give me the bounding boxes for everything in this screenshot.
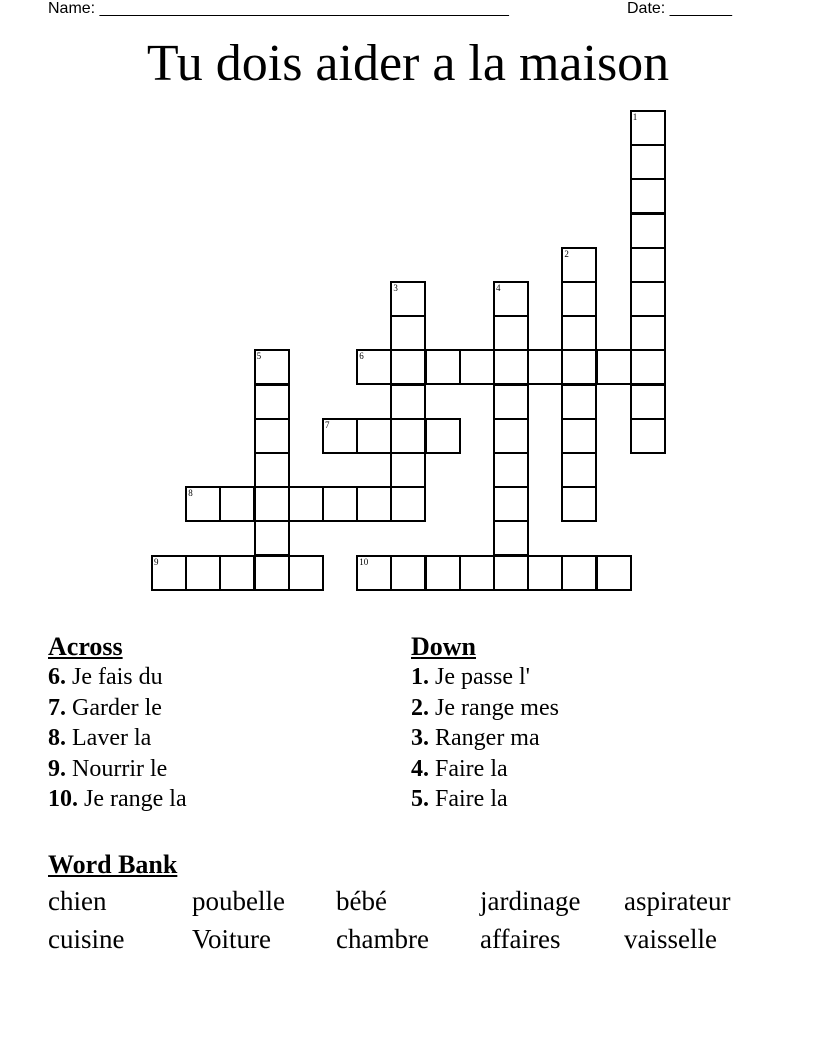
grid-cell[interactable] bbox=[493, 281, 529, 317]
word-bank-word: bébé bbox=[336, 886, 387, 916]
clue-number: 7. bbox=[48, 694, 66, 721]
grid-cell[interactable] bbox=[322, 418, 358, 454]
clue-number: 1. bbox=[411, 664, 429, 690]
clue-text: Faire la bbox=[435, 755, 508, 782]
grid-cell[interactable] bbox=[219, 555, 255, 591]
clue-text: Faire la bbox=[435, 786, 508, 812]
grid-cell[interactable] bbox=[254, 452, 290, 488]
grid-cell[interactable] bbox=[254, 486, 290, 522]
grid-cell[interactable] bbox=[254, 520, 290, 556]
down-heading: Down bbox=[411, 632, 477, 661]
clue-across-9 bbox=[48, 754, 187, 785]
grid-cell[interactable] bbox=[630, 213, 666, 249]
clue-number: 2. bbox=[411, 694, 429, 721]
grid-cell[interactable] bbox=[561, 281, 597, 317]
grid-cell[interactable] bbox=[390, 555, 426, 591]
clue-down-1 bbox=[411, 662, 559, 693]
grid-cell[interactable] bbox=[390, 281, 426, 317]
grid-cell[interactable] bbox=[561, 555, 597, 591]
grid-cell[interactable] bbox=[493, 555, 529, 591]
name-field-label: Name: ______________________________________________ bbox=[48, 0, 509, 17]
grid-cell[interactable] bbox=[425, 349, 461, 385]
grid-cell[interactable] bbox=[493, 418, 529, 454]
grid-cell[interactable] bbox=[151, 555, 187, 591]
cell-number: 6 bbox=[359, 351, 364, 362]
grid-cell[interactable] bbox=[493, 486, 529, 522]
clue-down-3 bbox=[411, 723, 559, 754]
grid-cell[interactable] bbox=[459, 555, 495, 591]
grid-cell[interactable] bbox=[493, 349, 529, 385]
grid-cell[interactable] bbox=[288, 486, 324, 522]
grid-cell[interactable] bbox=[630, 110, 666, 146]
word-bank bbox=[48, 850, 768, 958]
grid-cell[interactable] bbox=[356, 486, 392, 522]
word-bank-word: affaires bbox=[480, 924, 561, 954]
grid-cell[interactable] bbox=[493, 384, 529, 420]
grid-cell[interactable] bbox=[390, 349, 426, 385]
grid-cell[interactable] bbox=[561, 315, 597, 351]
word-bank-word: chambre bbox=[336, 924, 429, 954]
grid-cell[interactable] bbox=[630, 418, 666, 454]
clue-across-7 bbox=[48, 693, 187, 724]
grid-cell[interactable] bbox=[185, 555, 221, 591]
clue-text: Je range la bbox=[84, 786, 187, 812]
word-bank-word: vaisselle bbox=[624, 924, 717, 954]
grid-cell[interactable] bbox=[596, 555, 632, 591]
clue-down-5 bbox=[411, 784, 559, 815]
grid-cell[interactable] bbox=[630, 315, 666, 351]
grid-cell[interactable] bbox=[254, 384, 290, 420]
clue-text: Je passe l' bbox=[435, 664, 530, 690]
word-bank-word: aspirateur bbox=[624, 886, 731, 916]
word-bank-word: Voiture bbox=[192, 924, 271, 954]
cell-number: 7 bbox=[325, 419, 330, 430]
word-bank-word: chien bbox=[48, 886, 107, 916]
grid-cell[interactable] bbox=[527, 349, 563, 385]
grid-cell[interactable] bbox=[493, 315, 529, 351]
grid-cell[interactable] bbox=[254, 349, 290, 385]
grid-cell[interactable] bbox=[630, 247, 666, 283]
across-clues bbox=[48, 632, 187, 815]
clue-number: 6. bbox=[48, 664, 66, 690]
grid-cell[interactable] bbox=[596, 349, 632, 385]
grid-cell[interactable] bbox=[459, 349, 495, 385]
cell-number: 8 bbox=[188, 488, 193, 499]
clue-text: Je fais du bbox=[72, 664, 163, 690]
grid-cell[interactable] bbox=[254, 555, 290, 591]
clue-text: Je range mes bbox=[435, 694, 559, 721]
grid-cell[interactable] bbox=[219, 486, 255, 522]
grid-cell[interactable] bbox=[493, 520, 529, 556]
clue-number: 5. bbox=[411, 786, 429, 812]
clue-text: Nourrir le bbox=[72, 755, 168, 782]
clue-down-4 bbox=[411, 754, 559, 785]
cell-number: 1 bbox=[632, 112, 638, 122]
clue-number: 4. bbox=[411, 755, 429, 782]
grid-cell[interactable] bbox=[425, 418, 461, 454]
grid-cell[interactable] bbox=[390, 452, 426, 488]
grid-cell[interactable] bbox=[630, 178, 666, 214]
clue-number: 8. bbox=[48, 725, 66, 751]
grid-cell[interactable] bbox=[390, 315, 426, 351]
clue-text: Laver la bbox=[72, 725, 152, 751]
page-title: Tu dois aider a la maison bbox=[146, 35, 670, 92]
word-bank-heading: Word Bank bbox=[48, 850, 178, 879]
grid-cell[interactable] bbox=[630, 349, 666, 385]
grid-cell[interactable] bbox=[390, 418, 426, 454]
grid-cell[interactable] bbox=[630, 384, 666, 420]
clue-text: Garder le bbox=[72, 694, 162, 721]
clue-across-10 bbox=[48, 784, 187, 815]
grid-cell[interactable] bbox=[288, 555, 324, 591]
word-bank-word: cuisine bbox=[48, 924, 125, 954]
word-bank-word: poubelle bbox=[192, 886, 285, 916]
grid-cell[interactable] bbox=[493, 452, 529, 488]
grid-cell[interactable] bbox=[561, 486, 597, 522]
grid-cell[interactable] bbox=[630, 144, 666, 180]
clue-down-2 bbox=[411, 693, 559, 724]
clue-number: 9. bbox=[48, 755, 66, 782]
grid-cell[interactable] bbox=[185, 486, 221, 522]
cell-number: 5 bbox=[256, 351, 262, 362]
grid-cell[interactable] bbox=[322, 486, 358, 522]
cell-number: 9 bbox=[154, 556, 159, 567]
grid-cell[interactable] bbox=[561, 349, 597, 385]
grid-cell[interactable] bbox=[527, 555, 563, 591]
grid-cell[interactable] bbox=[561, 418, 597, 454]
grid-cell[interactable] bbox=[254, 418, 290, 454]
cell-number: 10 bbox=[359, 556, 369, 567]
grid-cell[interactable] bbox=[356, 555, 392, 591]
word-bank-word: jardinage bbox=[480, 886, 581, 916]
grid-cell[interactable] bbox=[630, 281, 666, 317]
grid-cell[interactable] bbox=[390, 384, 426, 420]
clue-across-8 bbox=[48, 723, 187, 754]
clue-number: 10. bbox=[48, 786, 78, 812]
grid-cell[interactable] bbox=[561, 384, 597, 420]
grid-cell[interactable] bbox=[356, 349, 392, 385]
date-field-label: Date: _______ bbox=[627, 0, 732, 17]
grid-cell[interactable] bbox=[561, 247, 597, 283]
grid-cell[interactable] bbox=[425, 555, 461, 591]
cell-number: 3 bbox=[393, 283, 398, 293]
clue-across-6 bbox=[48, 662, 187, 693]
down-clues bbox=[411, 632, 559, 815]
clue-number: 3. bbox=[411, 725, 429, 751]
grid-cell[interactable] bbox=[356, 418, 392, 454]
cell-number: 4 bbox=[496, 283, 501, 293]
word-bank-list bbox=[48, 882, 768, 958]
grid-cell[interactable] bbox=[561, 452, 597, 488]
clue-text: Ranger ma bbox=[435, 725, 540, 751]
across-heading: Across bbox=[48, 632, 123, 661]
grid-cell[interactable] bbox=[390, 486, 426, 522]
cell-number: 2 bbox=[564, 248, 569, 259]
